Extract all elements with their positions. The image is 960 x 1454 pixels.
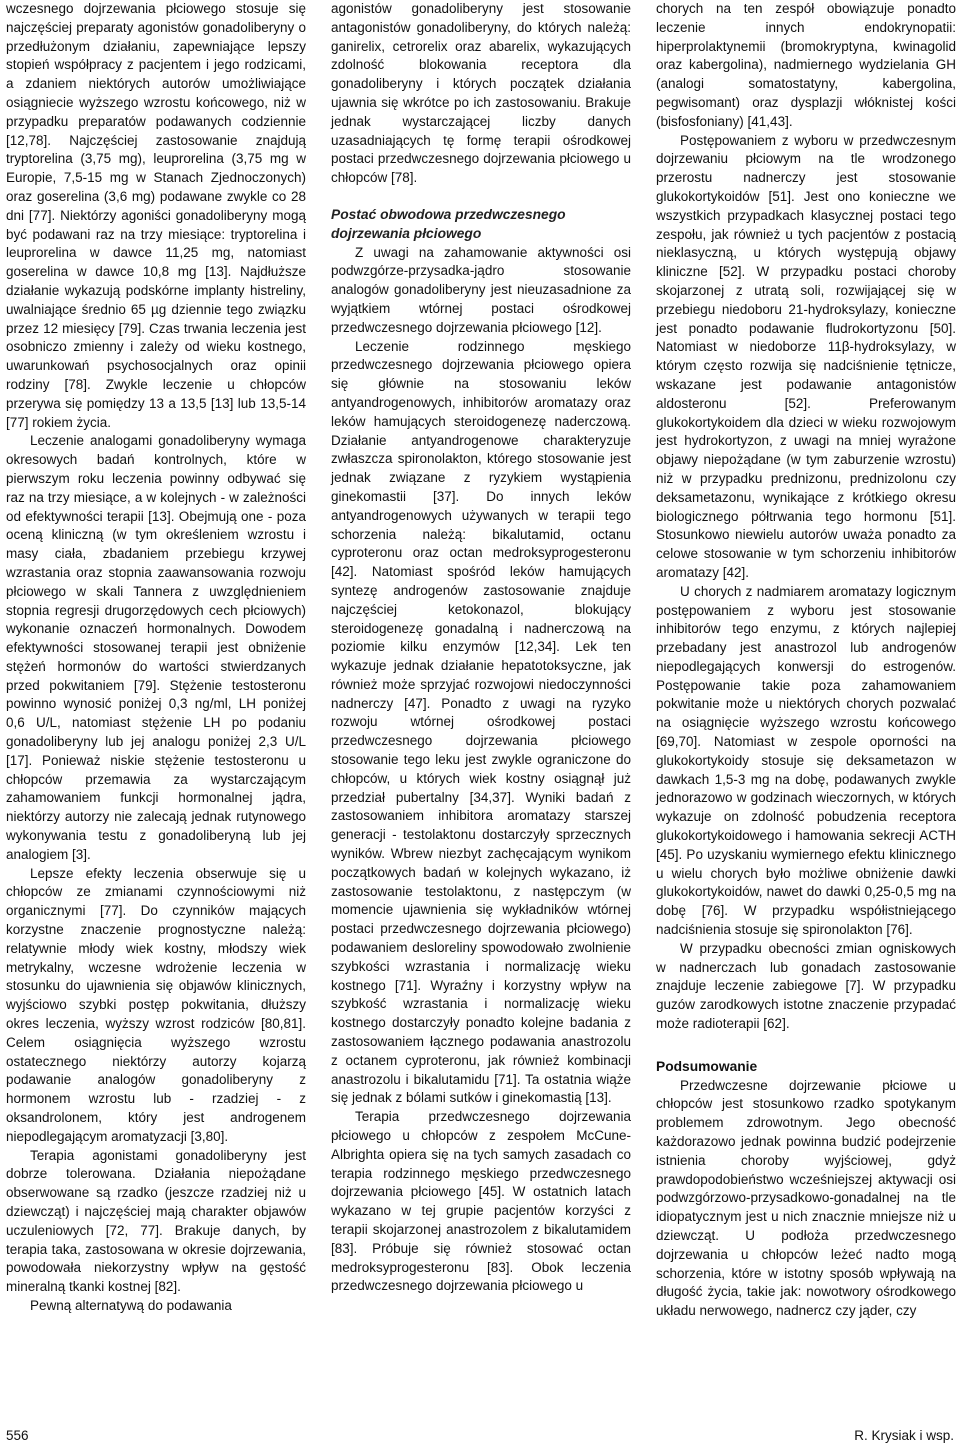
column-2 (331, 0, 631, 1410)
section-heading: Podsumowanie (656, 1058, 758, 1074)
paragraph: U chorych z nadmiarem aromatazy logicznym postępowaniem z wyboru jest stosowanie inhibitorów tego enzymu, z których najlepiej przebadany jest anastrozol lub androgenów niepodlegających konwersji do estrogenów. Postępowanie takie poza zahamowaniem pokwitanie może u niektórych chorych pozwalać na osiągnięcie wyższego wzrostu końcowego [69,70]. Natomiast w zespole oporności na glukokortykoidy stosuje się deksametazon w dawkach 1,5-3 mg na dobę, podawanych zwykle jednorazowo w godzinach wieczornych, w których wykazuje on zdolność pobudzenia receptora glukokortykoidowego i hamowania sekrecji ACTH [45]. Po uzyskaniu wymiernego efektu klinicznego u wielu chorych było możliwe obniżenie dawki glukokortykoidów, nawet do dawki 0,25-0,5 mg na dobę [76]. W przypadku współistniejącego nadciśnienia stosuje się spironolakton [76]. (656, 583, 956, 938)
paragraph: agonistów gonadoliberyny jest stosowanie antagonistów gonadoliberyny, do których należą: ganirelix, cetrorelix oraz abarelix, wykazujących zdolność blokowania receptora dla gonadoliberyny i których początek działania ujawnia się wkrótce po ich zastosowaniu. Brakuje jednak wystarczającej liczby danych uzasadniających tę formę terapii ośrodkowej postaci przedwczesnego dojrzewania płciowego u chłopców [78]. (331, 1, 631, 186)
paragraph: Przedwczesne dojrzewanie płciowe u chłopców jest stosunkowo rzadko spotykanym problemem zdrowotnym. Jego obecność każdorazowo jednak powinna budzić podejrzenie istnienia choroby wyjściowej, gdyż prawdopodobieństwo wcześniejszej aktywacji osi podwzgórzowo-przysadkowo-gonadalnej na tle idiopatycznym jest u nich znacznie mniejsze niż u dziewcząt. U podłoża przedwczesnego dojrzewania u chłopców leżeć nadto mogą schorzenia, które w istotny sposób wpływają na długość życia, takie jak: nowotwory ośrodkowego układu nerwowego, nadnercz czy jąder, czy (656, 1077, 956, 1319)
paragraph: Postępowaniem z wyboru w przedwczesnym dojrzewaniu płciowym na tle wrodzonego przerostu nadnerczy jest stosowanie glukokortykoidów [51]. Jest ono konieczne we wszystkich przypadkach klasycznej postaci tego zespołu, jak również u tych pacjentów z postacią nieklasyczną, u których występują objawy kliniczne [52]. W przypadku postaci choroby skojarzonej z utratą soli, rozwijającej się w przebiegu niedoboru 21-hydroksylazy, konieczne jest ponadto podawanie fludrokortyzonu [50]. Natomiast w niedoborze 11β-hydroksylazy, w którym często rozwija się nadciśnienie tętnicze, wskazane jest podawanie antagonistów aldosteronu [52]. Preferowanym glukokortykoidem dla dzieci w wieku rozwojowym jest hydrokortyzon, z uwagi na mniej wyrażone objawy niepożądane (w tym zaburzenie wzrostu) niż w przypadku prednizonu, prednizolonu czy deksametazonu, wynikające z krótkiego okresu biologicznego półtrwania tego hormonu [51]. Stosunkowo niewielu autorów uważa ponadto za celowe stosowanie w tym schorzeniu inhibitorów aromatazy [42]. (656, 132, 956, 580)
paragraph: wczesnego dojrzewania płciowego stosuje się najczęściej preparaty agonistów gonadoliberyny o przedłużonym działaniu, zapewniające lepszy stopień współpracy z pacjentem i jego rodzicami, a zdaniem niektórych autorów umożliwiające osiągniecie wyższego wzrostu końcowego, niż w przypadku preparatów podawanych codziennie [12,78]. Najczęściej zastosowanie znajdują tryptorelina (3,75 mg), leuprorelina (3,75 mg w Europie, 7,5-15 mg w Stanach Zjednoczonych) oraz goserelina (3,6 mg) podawane zwykle co 28 dni [77]. Niektórzy agoniści gonadoliberyny mogą być podawani raz na trzy miesiące: tryptorelina i leuprorelina w dawce 11,25 mg, natomiast goserelina w dawce 10,8 mg [13]. Najdłuższe działanie wykazują podskórne implanty histreliny, uwalniające średnio 65 µg dziennie tego związku przez 12 miesięcy [79]. Czas trwania leczenia jest osobniczo zmienny i zależy od wieku kostnego, uwarunkowań psychosocjalnych oraz opinii rodziny [78]. Zwykle leczenie u chłopców przerywa się pomiędzy 13 a 13,5 [13] lub 13,5-14 [77] rokiem życia. (6, 1, 306, 430)
section-heading: Postać obwodowa przedwczesnego dojrzewania płciowego (331, 206, 566, 241)
running-authors: R. Krysiak i wsp. (854, 1428, 954, 1443)
paragraph: Lepsze efekty leczenia obserwuje się u chłopców ze zmianami czynnościowymi niż organicznymi [77]. Do czynników mających korzystne znaczenie prognostyczne należą: relatywnie młody wiek kostny, młodszy wiek metrykalny, wczesne wdrożenie leczenia w stosunku do ujawnienia się objawów klinicznych, wyjściowo szybki postęp pokwitania, dłuższy okres leczenia, wyższy wzrost rodziców [80,81]. Celem osiągnięcia wyższego wzrostu ostatecznego niektórzy autorzy kojarzą podawanie analogów gonadoliberyny z hormonem wzrostu lub - rzadziej - z oksandrolonem, który jest androgenem niepodlegającym aromatyzacji [3,80]. (6, 865, 306, 1144)
paragraph: W przypadku obecności zmian ogniskowych w nadnerczach lub gonadach zastosowanie znajduje leczenie zabiegowe [7]. W przypadku guzów zarodkowych istotne znaczenie przypadać może radioterapii [62]. (656, 940, 956, 1032)
paragraph: Leczenie rodzinnego męskiego przedwczesnego dojrzewania płciowego opiera się głównie na stosowaniu leków antyandrogenowych, inhibitorów aromatazy oraz leków hamujących steroidogenezę naderczową. Działanie antyandrogenowe charakteryzuje zwłaszcza spironolakton, którego stosowanie jest jednak związane z ryzykiem wystąpienia ginekomastii [37]. Do innych leków antyandrogenowych używanych w terapii tego schorzenia należą: bikalutamid, octanu cyproteronu oraz octan medroksyprogesteronu [42]. Natomiast spośród leków hamujących syntezę androgenów zastosowanie znajduje najczęściej ketokonazol, blokujący steroidogenezę gonadalną i nadnerczową na poziomie kilku enzymów [12,34]. Lek ten wykazuje jednak działanie hepatotoksyczne, jak również może sprzyjać rozwojowi niedoczynności nadnerczy [47]. Ponadto z uwagi na ryzyko rozwoju wtórnej ośrodkowej postaci przedwczesnego dojrzewania płciowego stosowanie tego leku jest zwykle ograniczone do chłopców, u których wiek kostny osiągnął już przedział pubertalny [34,37]. Wyniki badań z zastosowaniem inhibitora aromatazy starszej generacji - testolaktonu dostarczyły sprzecznych wyników. Wbrew niezbyt zachęcającym wynikom początkowych badań w kolejnych wykazano, iż zastosowanie testolaktonu, z następczym (w momencie ujawnienia się wykładników wtórnej postaci przedwczesnego dojrzewania płciowego) podawaniem desloreliny spowodowało zwolnienie szybkości wzrastania i normalizację wieku kostnego [71]. Wyraźny i korzystny wpływ na szybkość wzrastania i normalizację wieku kostnego dostarczyły ponadto kolejne badania z zastosowaniem łącznego podawania anastrozolu z octanem cyproteronu, jak również kombinacji anastrozolu i bikalutamidu [71]. Ta ostatnia wiąże się jednak z bólami sutków i ginekomastią [13]. (331, 338, 631, 1106)
paragraph: Terapia przedwczesnego dojrzewania płciowego u chłopców z zespołem McCune-Albrighta opiera się na tych samych zasadach co terapia rodzinnego męskiego przedwczesnego dojrzewania płciowego [45]. W ostatnich latach wykazano w tej grupie pacjentów korzyści z terapii skojarzonej anastrozolem z bikalutamidem [83]. Próbuje się również stosować octan medroksyprogesteronu [83]. Obok leczenia przedwczesnego dojrzewania płciowego u (331, 1109, 631, 1294)
paragraph: Leczenie analogami gonadoliberyny wymaga okresowych badań kontrolnych, które w pierwszym roku leczenia powinny odbywać się raz na trzy miesiące, a w kolejnych - w zależności od efektywności terapii [13]. Obejmują one - poza oceną kliniczną (w tym określeniem wzrostu i masy ciała, zbadaniem przebiegu krzywej wzrastania oraz stopnia zaawansowania rozwoju płciowego w skali Tannera z uwzględnieniem stopnia regresji drugorzędowych cech płciowych) wykonanie oznaczeń hormonalnych. Dowodem efektywności stosowanej terapii jest obniżenie stężeń hormonów do wartości stwierdzanych przed pokwitaniem [79]. Stężenie testosteronu powinno wynosić poniżej 0,3 ng/ml, LH poniżej 0,6 U/L, natomiast stężenie LH po podaniu gonadoliberyny lub jej analogu poniżej 2,3 U/L [17]. Ponieważ niskie stężenie testosteronu u chłopców przemawia za wystarczającym zahamowaniem funkcji hormonalnej jądra, niektórzy autorzy nie zalecają jednak rutynowego wykonywania testu z gonadoliberyną lub jej analogiem [3]. (6, 433, 306, 862)
paragraph: Terapia agonistami gonadoliberyny jest dobrze tolerowana. Działania niepożądane obserwowane są rzadko (jeszcze rzadziej niż u dziewcząt) i najczęściej mają charakter objawów uczuleniowych [72, 77]. Brakuje danych, by terapia taka, zastosowana w okresie dojrzewania, powodowała niekorzystny wpływ na gęstość mineralną tkanki kostnej [82]. (6, 1147, 306, 1295)
article-page (6, 0, 956, 1410)
paragraph: Pewną alternatywą do podawania (30, 1297, 232, 1313)
paragraph: Z uwagi na zahamowanie aktywności osi podwzgórze-przysadka-jądro stosowanie analogów gonadoliberyny jest nieuzasadnione za wyjątkiem wtórnej postaci ośrodkowej przedwczesnego dojrzewania płciowego [12]. (331, 244, 631, 335)
column-1 (6, 0, 306, 1410)
page-number: 556 (6, 1428, 29, 1443)
page-footer (6, 1428, 954, 1446)
column-3 (656, 0, 956, 1410)
paragraph: chorych na ten zespół obowiązuje ponadto leczenie innych endokrynopatii: hiperprolaktynemii (bromokryptyna, kwinagolid oraz kabergolina), nadmiernego wydzielania GH (analogi somatostatyny, kabergolina, pegwisomant) oraz dysplazji włóknistej kości (bisfosfoniany) [41,43]. (656, 1, 956, 129)
